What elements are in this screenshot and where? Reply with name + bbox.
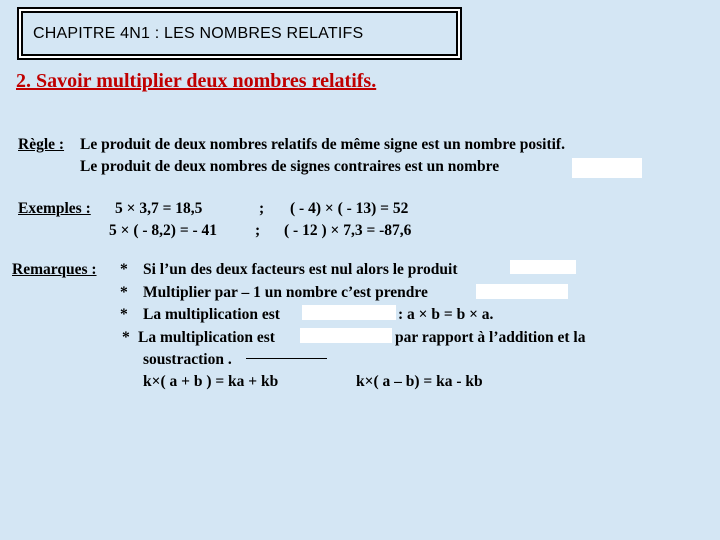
remark-1: Si l’un des deux facteurs est nul alors le produit <box>143 261 458 278</box>
answer-blank <box>300 328 392 343</box>
example-1: 5 × 3,7 = 18,5 <box>115 200 203 217</box>
remark-4-start: La multiplication est <box>138 329 275 346</box>
answer-line <box>246 358 327 359</box>
remarks-label: Remarques : <box>12 261 97 278</box>
bullet: * <box>122 329 130 346</box>
example-2: ( - 4) × ( - 13) = 52 <box>290 200 409 217</box>
answer-blank <box>476 284 568 299</box>
rule-line-1: Le produit de deux nombres relatifs de même signe est un nombre positif. <box>80 136 565 153</box>
rule-label: Règle : <box>18 136 65 153</box>
answer-blank <box>572 158 642 178</box>
chapter-title: CHAPITRE 4N1 : LES NOMBRES RELATIFS <box>33 25 364 42</box>
remark-3-start: La multiplication est <box>143 306 280 323</box>
bullet: * <box>120 261 128 278</box>
example-3: 5 × ( - 8,2) = - 41 <box>109 222 218 239</box>
bullet: * <box>120 306 128 323</box>
answer-blank <box>302 305 396 320</box>
bullet: * <box>120 284 128 301</box>
chapter-title-box <box>21 11 458 56</box>
formula-subtraction: k×( a – b) = ka - kb <box>356 373 483 390</box>
remark-2: Multiplier par – 1 un nombre c’est prendre <box>143 284 428 301</box>
example-separator: ; <box>259 200 265 217</box>
answer-blank <box>510 260 576 274</box>
rule-line-2: Le produit de deux nombres de signes contraires est un nombre <box>80 158 500 175</box>
examples-label: Exemples : <box>18 200 91 217</box>
remark-3-end: : a × b = b × a. <box>398 306 494 323</box>
section-title: 2. Savoir multiplier deux nombres relatifs. <box>16 70 377 92</box>
formula-addition: k×( a + b ) = ka + kb <box>143 373 279 390</box>
example-separator: ; <box>255 222 261 239</box>
remark-4-end: soustraction . <box>143 351 232 368</box>
remark-4-middle: par rapport à l’addition et la <box>395 329 586 346</box>
example-4: ( - 12 ) × 7,3 = -87,6 <box>284 222 412 239</box>
